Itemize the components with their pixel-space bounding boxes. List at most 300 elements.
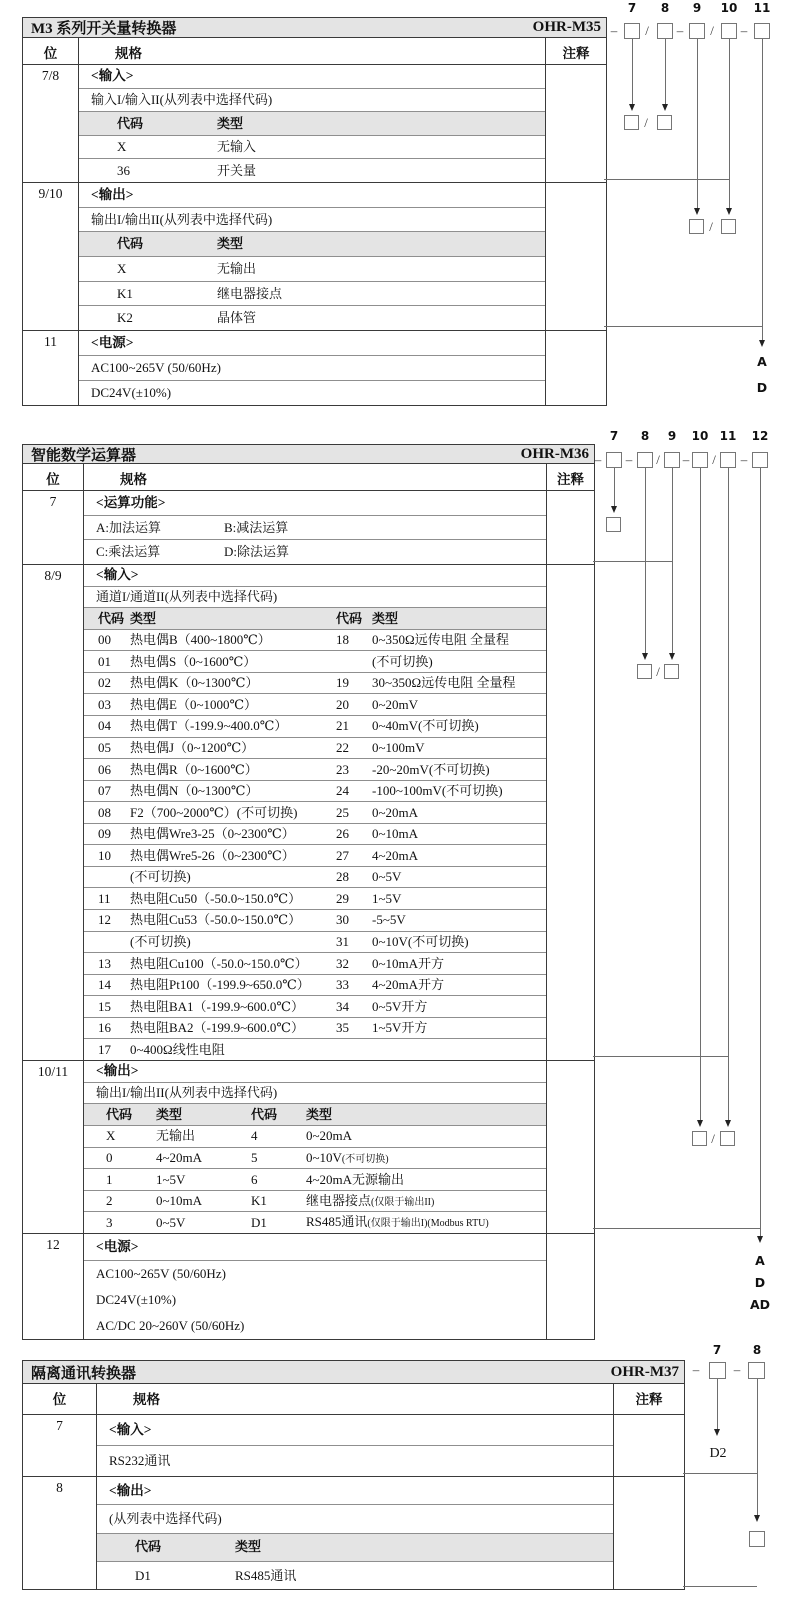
m36-digit-11: 11 [719, 429, 737, 443]
code-value-2: 24 [336, 783, 349, 799]
type-value: 类型 [217, 236, 244, 252]
m36-channel2-box [664, 664, 679, 679]
spec-row [84, 845, 546, 867]
m36-code-box-7 [606, 452, 622, 468]
m36-selection-table [22, 444, 595, 1340]
table-section [23, 491, 594, 565]
dash-separator: – [676, 23, 684, 38]
code-value-2: 23 [336, 761, 349, 777]
type-value-1: (不可切换) [130, 869, 191, 885]
code-value-1: 14 [98, 977, 111, 993]
spec-row [84, 824, 546, 846]
type-value-2: 0~10V(不可切换) [306, 1149, 389, 1165]
option-a: C:乘法运算 [96, 544, 161, 560]
spec-heading-row [84, 491, 546, 516]
position-digits: 7 [23, 491, 84, 564]
type-value-1: 热电阻Cu53（-50.0~150.0℃） [130, 912, 302, 928]
m36-power-code-d: D [754, 1275, 766, 1290]
spec-row [79, 89, 545, 113]
arrow-down-icon [759, 340, 765, 347]
code-header-row [79, 232, 545, 257]
m37-section-rule [683, 1586, 757, 1587]
spec-row [84, 516, 546, 541]
code-value-1: 09 [98, 826, 111, 842]
m36-output2-box [720, 1131, 735, 1146]
spec-row [79, 356, 545, 381]
code-value-1: 15 [98, 998, 111, 1014]
spec-heading: <输出> [91, 186, 134, 202]
type-value: 无输出 [217, 261, 257, 277]
arrow-down-icon [611, 506, 617, 513]
m37-input-code-d2: D2 [709, 1446, 727, 1461]
m35-column-header [23, 38, 606, 65]
spec-row [84, 975, 546, 997]
m35-model: OHR-M35 [532, 19, 601, 35]
type-value-1: (不可切换) [130, 934, 191, 950]
code-value-1: 代码 [98, 610, 125, 626]
spec-cell [84, 1061, 546, 1233]
code-value-2: 26 [336, 826, 349, 842]
code-value: D1 [135, 1567, 151, 1583]
spec-heading-row [97, 1415, 613, 1446]
m36-code-box-12 [752, 452, 768, 468]
code-value-2: 32 [336, 955, 349, 971]
m36-lead-line-10 [700, 468, 701, 1120]
spec-heading-row [97, 1477, 613, 1505]
m35-code-box-11 [754, 23, 770, 39]
spec-cell [97, 1415, 613, 1476]
code-value-2: 代码 [336, 610, 363, 626]
type-value: 继电器接点 [217, 285, 283, 301]
type-value-1: 0~400Ω线性电阻 [130, 1041, 225, 1057]
slash-separator: / [712, 452, 716, 467]
dash-separator: – [682, 452, 690, 467]
type-value-2: 类型 [306, 1106, 333, 1122]
code-value-1: 代码 [106, 1106, 133, 1122]
note-cell [613, 1415, 684, 1476]
type-value-1: 热电偶J（0~1200℃） [130, 739, 255, 755]
code-value-1: 08 [98, 804, 111, 820]
col-pos-label: 位 [23, 464, 84, 490]
type-value-2: 4~20mA无源输出 [306, 1171, 405, 1187]
spec-row [84, 1313, 546, 1339]
type-value-1: 热电偶T（-199.9~400.0℃） [130, 718, 288, 734]
spec-row [84, 1287, 546, 1313]
code-value-2: 29 [336, 890, 349, 906]
spec-cell [79, 183, 545, 330]
m37-model: OHR-M37 [610, 1363, 679, 1380]
spec-heading: <输入> [96, 567, 139, 583]
code-value-1: 11 [98, 890, 111, 906]
code-value: K1 [117, 285, 133, 301]
m35-sections [23, 65, 606, 405]
position-digits: 12 [23, 1234, 84, 1339]
code-value-2: 35 [336, 1020, 349, 1036]
m36-lead-line-12 [760, 468, 761, 1236]
code-value-1: 3 [106, 1214, 113, 1230]
code-value-2: 28 [336, 869, 349, 885]
slash-separator: / [710, 23, 714, 38]
code-value-2: 6 [251, 1171, 258, 1187]
type-value-1: 热电偶N（0~1300℃） [130, 783, 259, 799]
table-section [23, 1415, 684, 1477]
position-digits: 11 [23, 331, 79, 405]
spec-text: AC100~265V (50/60Hz) [96, 1266, 226, 1282]
m36-title-band [23, 445, 594, 464]
spec-cell [79, 331, 545, 405]
slash-separator: / [709, 219, 713, 234]
m36-section-rule [593, 561, 672, 562]
spec-row [84, 1212, 546, 1233]
arrow-down-icon [629, 104, 635, 111]
m35-digit-8: 8 [660, 1, 670, 15]
m37-sections [23, 1415, 684, 1589]
spec-row [84, 673, 546, 695]
note-cell [546, 1061, 594, 1233]
m36-code-box-9 [664, 452, 680, 468]
m36-digit-8: 8 [640, 429, 650, 443]
m35-code-box-7 [624, 23, 640, 39]
m35-title-band [23, 18, 606, 38]
m36-digit-12: 12 [751, 429, 769, 443]
code-value: K2 [117, 310, 133, 326]
m35-power-code-d: D [756, 380, 768, 395]
code-value-1: 17 [98, 1041, 111, 1057]
m35-input1-box [624, 115, 639, 130]
m35-lead-line-11 [762, 39, 763, 341]
code-value-2: 25 [336, 804, 349, 820]
note-cell [545, 65, 606, 182]
code-value-2: 30 [336, 912, 349, 928]
spec-row [84, 759, 546, 781]
spec-heading-row [84, 1061, 546, 1083]
code-value-1: 05 [98, 739, 111, 755]
m35-input2-box [657, 115, 672, 130]
table-section [23, 331, 606, 405]
code-value-2: 21 [336, 718, 349, 734]
code-value-1: X [106, 1128, 116, 1144]
code-value-1: 06 [98, 761, 111, 777]
option-b: D:除法运算 [224, 544, 290, 560]
code-value-1: 0 [106, 1149, 113, 1165]
code-value-2: 34 [336, 998, 349, 1014]
spec-text: RS232通讯 [109, 1453, 171, 1469]
m36-section-rule [593, 1228, 760, 1229]
spec-heading: <电源> [96, 1238, 139, 1254]
slash-separator: / [711, 1131, 715, 1146]
type-value-2: 类型 [372, 610, 399, 626]
type-value-1: 类型 [156, 1106, 183, 1122]
type-value: 类型 [235, 1539, 262, 1555]
slash-separator: / [644, 115, 648, 130]
spec-text: (从列表中选择代码) [109, 1511, 222, 1527]
m35-title: M3 系列开关量转换器 [31, 21, 177, 37]
type-value-2: 0~350Ω远传电阻 全量程 [372, 632, 509, 648]
spec-row [79, 257, 545, 282]
m35-lead-line-7 [632, 39, 633, 105]
code-value-2: 代码 [251, 1106, 278, 1122]
position-digits: 9/10 [23, 183, 79, 330]
spec-cell [84, 491, 546, 564]
dash-separator: – [610, 23, 618, 38]
arrow-down-icon [725, 1120, 731, 1127]
table-section [23, 65, 606, 183]
spec-row [84, 910, 546, 932]
code-value-2: 19 [336, 675, 349, 691]
type-value-1: 0~5V [156, 1214, 186, 1230]
spec-text: 输出I/输出II(从列表中选择代码) [96, 1085, 278, 1101]
col-note-label: 注释 [613, 1384, 684, 1414]
spec-row [84, 694, 546, 716]
type-value-1: 1~5V [156, 1171, 186, 1187]
m36-channel1-box [637, 664, 652, 679]
type-value-1: 0~10mA [156, 1193, 203, 1209]
code-value-2: 18 [336, 632, 349, 648]
arrow-down-icon [669, 653, 675, 660]
spec-heading: <电源> [91, 334, 134, 350]
spec-row [79, 381, 545, 405]
m35-digit-7: 7 [627, 1, 637, 15]
m36-code-box-11 [720, 452, 736, 468]
spec-text: AC/DC 20~260V (50/60Hz) [96, 1318, 245, 1334]
code-value: X [117, 261, 127, 277]
m35-output1-box [689, 219, 704, 234]
m36-lead-line-9 [672, 468, 673, 653]
code-value-2: K1 [251, 1193, 267, 1209]
spec-row [84, 651, 546, 673]
table-section [23, 1061, 594, 1234]
type-value-2: 0~40mV(不可切换) [372, 718, 479, 734]
dash-separator: – [692, 1362, 700, 1377]
code-value-1: 07 [98, 783, 111, 799]
spec-row [84, 996, 546, 1018]
spec-row [84, 867, 546, 889]
dash-separator: – [740, 452, 748, 467]
spec-row [84, 1039, 546, 1060]
type-value-2: 1~5V开方 [372, 1020, 428, 1036]
m36-section-rule [593, 1056, 728, 1057]
type-value-2: 0~100mV [372, 739, 425, 755]
spec-text: DC24V(±10%) [96, 1292, 177, 1308]
m36-column-header [23, 464, 594, 491]
table-section [23, 1234, 594, 1339]
code-value-2: 22 [336, 739, 349, 755]
spec-row [79, 306, 545, 330]
spec-text: 通道I/通道II(从列表中选择代码) [96, 589, 278, 605]
arrow-down-icon [662, 104, 668, 111]
spec-heading: <输出> [109, 1482, 152, 1498]
spec-row [79, 208, 545, 233]
type-value-2-note: (仅限于输出I)(Modbus RTU) [367, 1218, 489, 1230]
code-header-row [97, 1534, 613, 1562]
arrow-down-icon [694, 208, 700, 215]
arrow-down-icon [757, 1236, 763, 1243]
code-value: 36 [117, 162, 130, 178]
spec-row [84, 1018, 546, 1040]
table-section [23, 183, 606, 331]
note-cell [546, 565, 594, 1060]
col-pos-label: 位 [23, 38, 79, 64]
type-value-1: 热电阻BA2（-199.9~600.0℃） [130, 1020, 304, 1036]
type-value: 无输入 [217, 139, 257, 155]
code-header-row [79, 112, 545, 136]
type-value-2: 0~20mV [372, 696, 419, 712]
spec-row [97, 1505, 613, 1533]
note-cell [546, 1234, 594, 1339]
type-value-2: (不可切换) [372, 653, 433, 669]
type-value-1: 热电阻Cu50（-50.0~150.0℃） [130, 890, 302, 906]
code-value-1: 04 [98, 718, 111, 734]
type-value: 类型 [217, 115, 244, 131]
type-value-1: 热电阻Pt100（-199.9~650.0℃） [130, 977, 310, 993]
m35-power-code-a: A [757, 354, 767, 369]
type-value: 晶体管 [217, 310, 257, 326]
type-value-2: -5~5V [372, 912, 406, 928]
type-value-1: 热电阻BA1（-199.9~600.0℃） [130, 998, 304, 1014]
type-value-2: 0~10mA开方 [372, 955, 445, 971]
spec-text: DC24V(±10%) [91, 385, 172, 401]
position-digits: 10/11 [23, 1061, 84, 1233]
spec-cell [79, 65, 545, 182]
spec-heading: <输出> [96, 1063, 139, 1079]
spec-heading-row [84, 565, 546, 587]
dash-separator: – [625, 452, 633, 467]
type-value-2: RS485通讯(仅限于输出I)(Modbus RTU) [306, 1214, 489, 1230]
spec-cell [84, 1234, 546, 1339]
code-header-row [84, 608, 546, 630]
type-value-2: 0~10V(不可切换) [372, 934, 469, 950]
m37-title-band [23, 1361, 684, 1384]
spec-row [84, 932, 546, 954]
code-value-1: 01 [98, 653, 111, 669]
col-note-label: 注释 [545, 38, 606, 64]
type-value-1: 4~20mA [156, 1149, 203, 1165]
col-pos-label: 位 [23, 1384, 97, 1414]
position-digits: 8 [23, 1477, 97, 1589]
m37-column-header [23, 1384, 684, 1415]
note-cell [613, 1477, 684, 1589]
spec-heading-row [79, 183, 545, 208]
code-value-1: 02 [98, 675, 111, 691]
code-value-1: 12 [98, 912, 111, 928]
spec-text: 输入I/输入II(从列表中选择代码) [91, 92, 273, 108]
m36-model: OHR-M36 [520, 445, 589, 462]
type-value: RS485通讯 [235, 1567, 297, 1583]
type-value-2: 继电器接点(仅限于输出II) [306, 1192, 435, 1208]
dash-separator: – [594, 452, 602, 467]
spec-row [84, 953, 546, 975]
type-value-1: 热电偶R（0~1600℃） [130, 761, 258, 777]
code-value-1: 00 [98, 632, 111, 648]
type-value-1: 热电偶Wre5-26（0~2300℃） [130, 847, 295, 863]
spec-heading: <输入> [91, 68, 134, 84]
code-value-2: D1 [251, 1214, 267, 1230]
arrow-down-icon [726, 208, 732, 215]
spec-row [84, 587, 546, 609]
type-value-2: 30~350Ω远传电阻 全量程 [372, 675, 516, 691]
m36-title: 智能数学运算器 [31, 447, 137, 464]
spec-row [84, 716, 546, 738]
spec-row [84, 781, 546, 803]
spec-text: AC100~265V (50/60Hz) [91, 360, 221, 376]
note-cell [546, 491, 594, 564]
m37-title: 隔离通讯转换器 [31, 1365, 137, 1382]
spec-row [84, 540, 546, 564]
code-header-row [84, 1104, 546, 1126]
spec-row [84, 1191, 546, 1213]
code-value-1: 1 [106, 1171, 113, 1187]
type-value-2-note: (仅限于输出II) [371, 1196, 435, 1208]
m35-code-box-9 [689, 23, 705, 39]
spec-row [84, 1083, 546, 1105]
m35-section-rule [604, 179, 730, 180]
position-digits: 8/9 [23, 565, 84, 1060]
type-value-2: 0~5V [372, 869, 402, 885]
spec-row [84, 1261, 546, 1287]
code-value-2: 31 [336, 934, 349, 950]
spec-row [84, 630, 546, 652]
code-value: 代码 [117, 115, 144, 131]
m36-code-box-8 [637, 452, 653, 468]
spec-heading-row [84, 1234, 546, 1261]
m37-output-box [749, 1531, 765, 1547]
type-value-2: 0~20mA [306, 1128, 353, 1144]
m37-lead-line-8 [757, 1379, 758, 1515]
spec-row [79, 282, 545, 307]
code-value-2: 4 [251, 1128, 258, 1144]
m35-section-rule [604, 326, 763, 327]
spec-heading: <输入> [109, 1421, 152, 1437]
dash-separator: – [733, 1362, 741, 1377]
type-value-1: 热电偶S（0~1600℃） [130, 653, 257, 669]
code-value-2: 33 [336, 977, 349, 993]
position-digits: 7/8 [23, 65, 79, 182]
code-value: 代码 [135, 1539, 162, 1555]
code-value: 代码 [117, 236, 144, 252]
spec-row [84, 1126, 546, 1148]
arrow-down-icon [754, 1515, 760, 1522]
slash-separator: / [656, 664, 660, 679]
type-value-2: 1~5V [372, 890, 402, 906]
col-spec-label: 规格 [133, 1392, 160, 1407]
m35-lead-line-8 [665, 39, 666, 105]
m35-code-box-8 [657, 23, 673, 39]
spec-heading-row [79, 331, 545, 356]
code-value-1: 2 [106, 1193, 113, 1209]
m37-digit-8: 8 [752, 1343, 762, 1357]
col-spec-label: 规格 [115, 46, 142, 61]
spec-heading: <运算功能> [96, 494, 166, 510]
spec-row [84, 738, 546, 760]
arrow-down-icon [642, 653, 648, 660]
m36-digit-7: 7 [609, 429, 619, 443]
type-value-2: 4~20mA [372, 847, 419, 863]
spec-row [97, 1446, 613, 1476]
m36-lead-line-11 [728, 468, 729, 1120]
type-value-2: -20~20mV(不可切换) [372, 761, 490, 777]
type-value-1: 热电偶B（400~1800℃） [130, 632, 271, 648]
dash-separator: – [740, 23, 748, 38]
m35-digit-11: 11 [753, 1, 771, 15]
m35-digit-9: 9 [692, 1, 702, 15]
m37-code-box-7 [709, 1362, 726, 1379]
m35-lead-line-9 [697, 39, 698, 209]
col-note-label: 注释 [546, 464, 594, 490]
m37-selection-table [22, 1360, 685, 1590]
arrow-down-icon [697, 1120, 703, 1127]
spec-heading-row [79, 65, 545, 89]
m37-digit-7: 7 [712, 1343, 722, 1357]
